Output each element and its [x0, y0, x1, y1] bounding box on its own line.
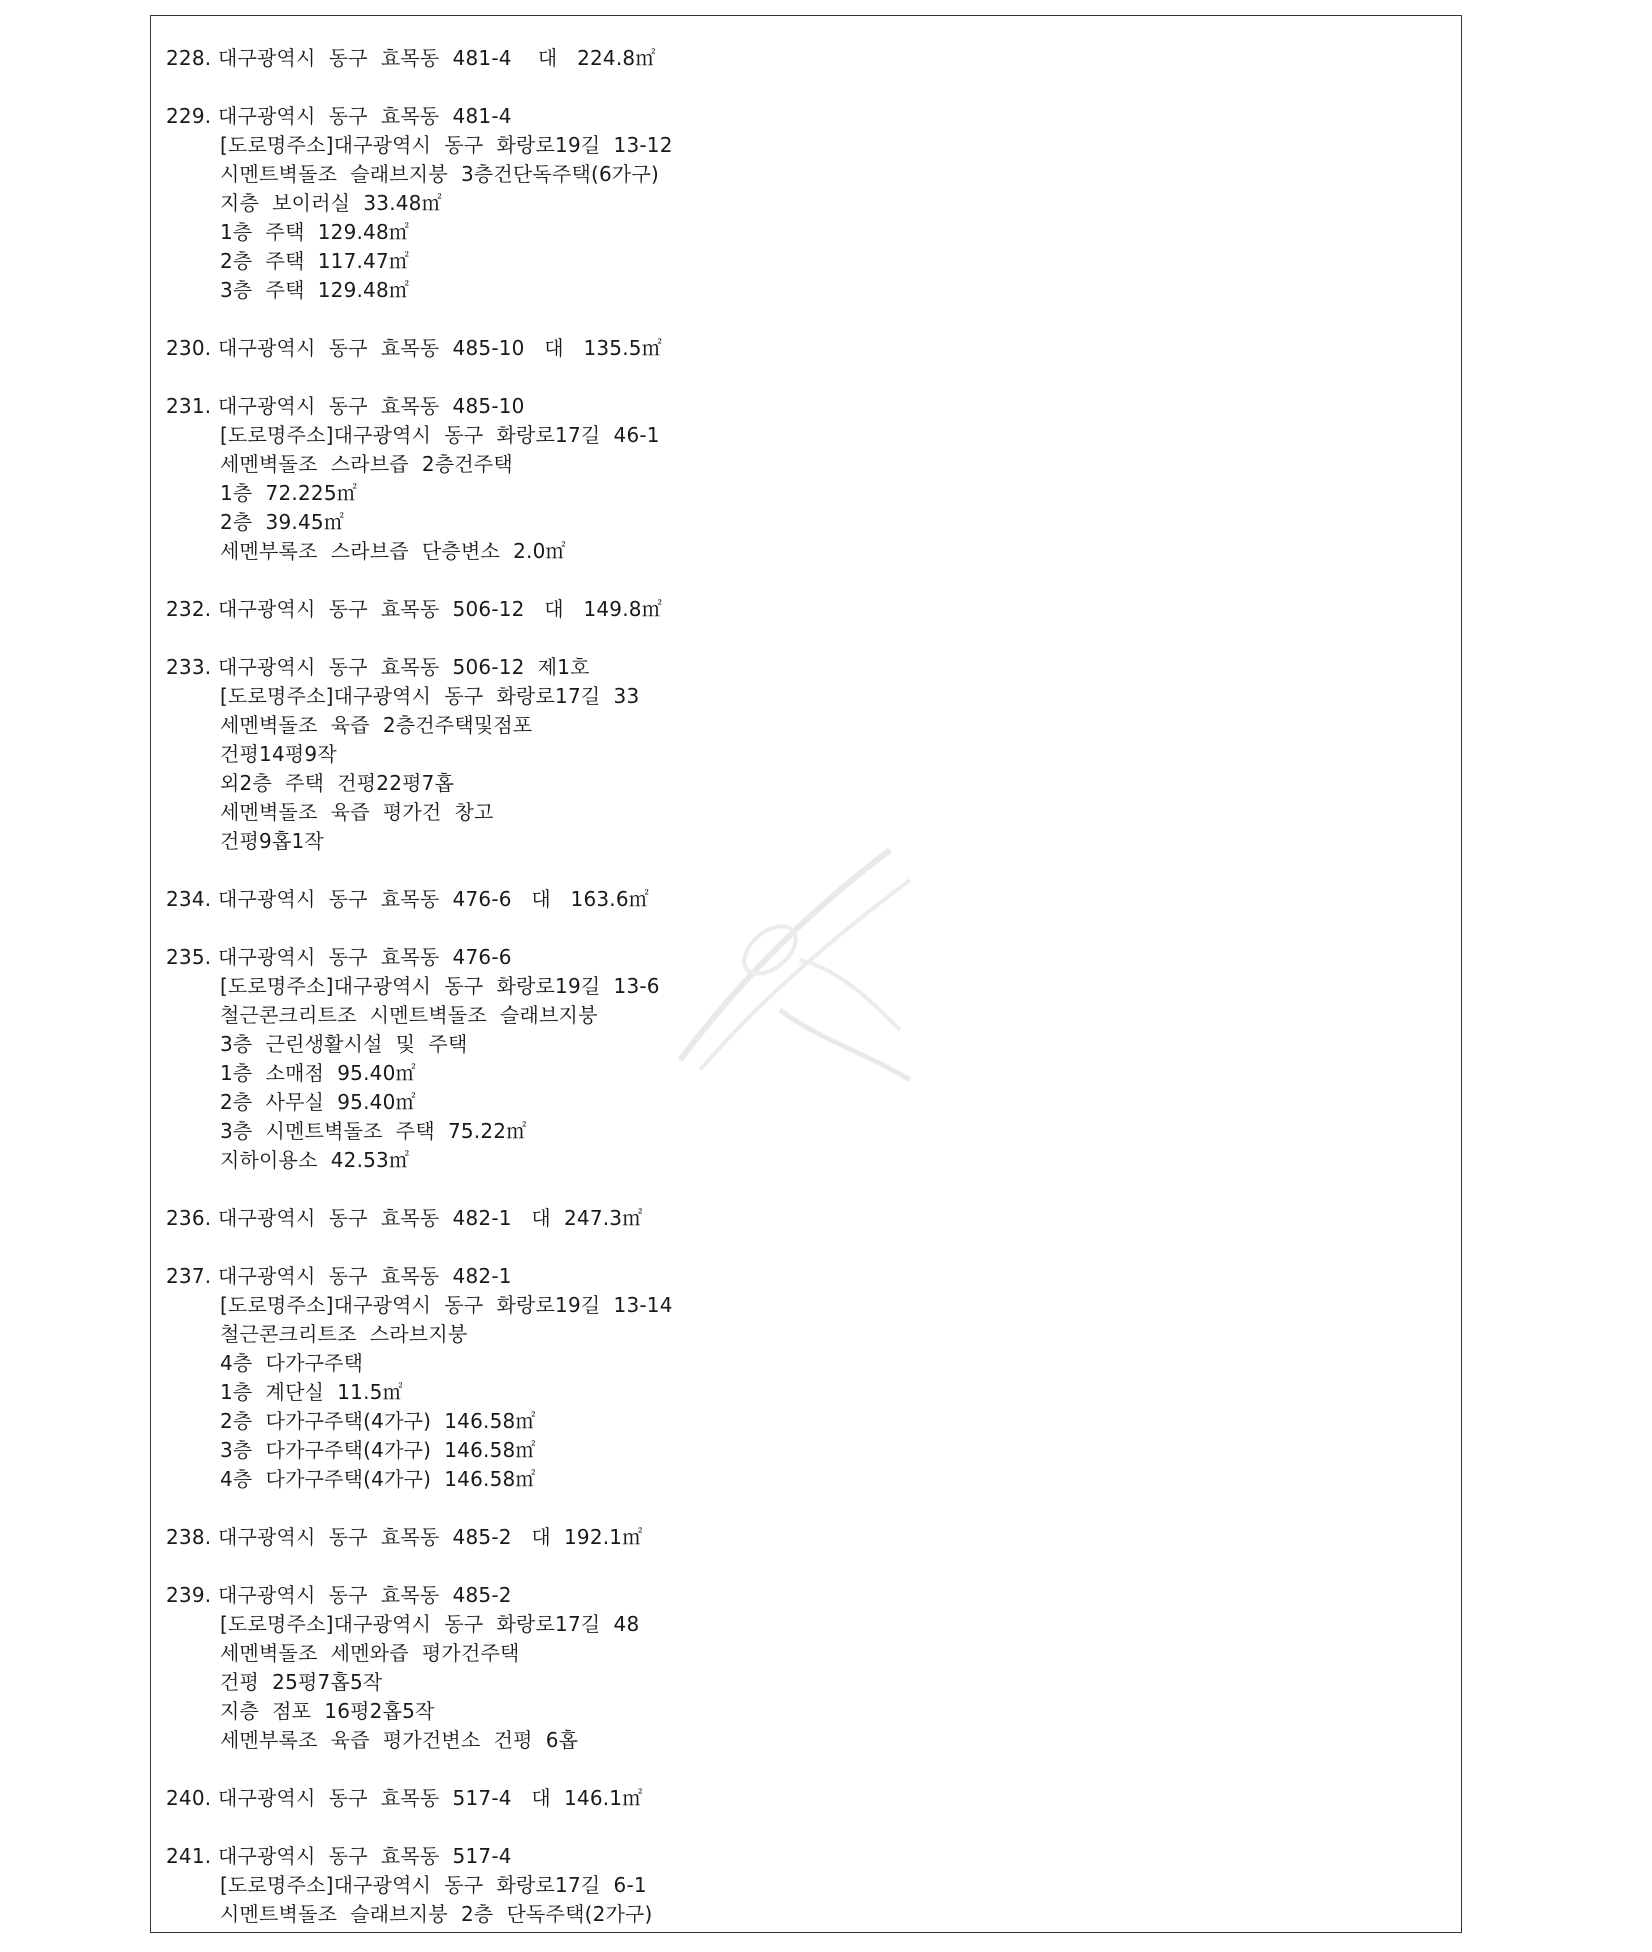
list-item: [166, 1784, 1366, 1813]
entry-detail-line: 1층 주택 129.48㎡: [220, 220, 410, 244]
entry-heading: [166, 1784, 1366, 1813]
entry-detail-line: 2층 39.45㎡: [220, 510, 345, 534]
entry-detail-line: 2층 주택 117.47㎡: [220, 249, 410, 273]
entry-detail-line: [도로명주소]대구광역시 동구 화랑로17길 48: [220, 1612, 640, 1636]
entry-address: 대구광역시 동구 효목동 481-4: [218, 104, 512, 128]
entry-number: 229.: [166, 104, 212, 128]
entry-detail-line: 2층 다가구주택(4가구) 146.58㎡: [220, 1409, 536, 1433]
entry-detail-line: 철근콘크리트조 시멘트벽돌조 슬래브지붕: [220, 1003, 598, 1027]
entry-detail-line: 1층 72.225㎡: [220, 481, 357, 505]
entry-number: 233.: [166, 655, 212, 679]
entry-detail-line: [도로명주소]대구광역시 동구 화랑로19길 13-12: [220, 133, 673, 157]
entry-detail-line: 4층 다가구주택: [220, 1351, 364, 1375]
entry-heading: [166, 1523, 1366, 1552]
entry-detail-line: 지층 보이러실 33.48㎡: [220, 191, 442, 215]
entry-detail-line: 건평14평9작: [220, 742, 337, 766]
entry-spacer: [166, 1755, 1366, 1784]
entry-heading: [166, 595, 1366, 624]
list-item: [166, 1842, 1366, 1929]
entry-detail-line: 세멘벽돌조 육즙 평가건 창고: [220, 800, 494, 824]
entry-address: 대구광역시 동구 효목동 482-1: [218, 1264, 512, 1288]
entry-detail-line: 1층 소매점 95.40㎡: [220, 1061, 416, 1085]
entry-number: 228.: [166, 46, 212, 70]
entry-heading: [166, 392, 1366, 421]
entry-detail-line: [도로명주소]대구광역시 동구 화랑로19길 13-14: [220, 1293, 673, 1317]
entry-address: 대구광역시 동구 효목동 485-10: [218, 394, 525, 418]
entry-spacer: [166, 1813, 1366, 1842]
entry-detail-line: 지층 점포 16평2홉5작: [220, 1699, 435, 1723]
entry-heading: [166, 653, 1366, 682]
entry-detail-line: 세멘벽돌조 스라브즙 2층건주택: [220, 452, 513, 476]
entry-address: 대구광역시 동구 효목동 481-4 대 224.8㎡: [218, 46, 656, 70]
list-item: [166, 334, 1366, 363]
entry-spacer: [166, 1494, 1366, 1523]
entry-spacer: [166, 305, 1366, 334]
entry-detail-line: 3층 시멘트벽돌조 주택 75.22㎡: [220, 1119, 527, 1143]
entry-detail-line: 3층 근린생활시설 및 주택: [220, 1032, 468, 1056]
entry-spacer: [166, 1233, 1366, 1262]
entry-detail-line: 3층 다가구주택(4가구) 146.58㎡: [220, 1438, 536, 1462]
list-item: [166, 44, 1366, 73]
entry-spacer: [166, 363, 1366, 392]
entry-number: 241.: [166, 1844, 212, 1868]
entry-detail-line: 철근콘크리트조 스라브지붕: [220, 1322, 468, 1346]
entry-spacer: [166, 566, 1366, 595]
entry-detail-line: 시멘트벽돌조 슬래브지붕 3층건단독주택(6가구): [220, 162, 659, 186]
entry-heading: [166, 334, 1366, 363]
list-item: [166, 1204, 1366, 1233]
entry-heading: [166, 1262, 1366, 1291]
entry-number: 230.: [166, 336, 212, 360]
entry-number: 239.: [166, 1583, 212, 1607]
entry-number: 232.: [166, 597, 212, 621]
entry-detail-line: 1층 계단실 11.5㎡: [220, 1380, 403, 1404]
entry-detail-line: 세멘부록조 육즙 평가건변소 건평 6홉: [220, 1728, 579, 1752]
entry-detail-line: 4층 다가구주택(4가구) 146.58㎡: [220, 1467, 536, 1491]
entry-spacer: [166, 624, 1366, 653]
entry-number: 238.: [166, 1525, 212, 1549]
watermark-stamp-icon: [660, 830, 930, 1090]
entry-number: 236.: [166, 1206, 212, 1230]
entry-address: 대구광역시 동구 효목동 485-2 대 192.1㎡: [218, 1525, 643, 1549]
entry-number: 231.: [166, 394, 212, 418]
entry-detail-line: [도로명주소]대구광역시 동구 화랑로17길 33: [220, 684, 640, 708]
list-item: [166, 595, 1366, 624]
entry-number: 234.: [166, 887, 212, 911]
entry-address: 대구광역시 동구 효목동 506-12 대 149.8㎡: [218, 597, 662, 621]
entry-address: 대구광역시 동구 효목동 476-6: [218, 945, 512, 969]
entry-detail-line: 세멘벽돌조 육즙 2층건주택및점포: [220, 713, 533, 737]
entry-detail-line: 지하이용소 42.53㎡: [220, 1148, 410, 1172]
entry-heading: [166, 1581, 1366, 1610]
list-item: [166, 1523, 1366, 1552]
entry-detail-line: [도로명주소]대구광역시 동구 화랑로17길 46-1: [220, 423, 660, 447]
entry-number: 235.: [166, 945, 212, 969]
entry-detail-line: 세멘부록조 스라브즙 단층변소 2.0㎡: [220, 539, 566, 563]
entry-detail-line: [도로명주소]대구광역시 동구 화랑로19길 13-6: [220, 974, 660, 998]
entry-address: 대구광역시 동구 효목동 482-1 대 247.3㎡: [218, 1206, 643, 1230]
list-item: [166, 102, 1366, 305]
list-item: [166, 653, 1366, 856]
entry-heading: [166, 1842, 1366, 1871]
entry-detail-line: [도로명주소]대구광역시 동구 화랑로17길 6-1: [220, 1873, 647, 1897]
entry-heading: [166, 102, 1366, 131]
entry-detail-line: 외2층 주택 건평22평7홉: [220, 771, 455, 795]
entry-heading: [166, 44, 1366, 73]
entry-spacer: [166, 1552, 1366, 1581]
entry-address: 대구광역시 동구 효목동 517-4 대 146.1㎡: [218, 1786, 643, 1810]
entry-address: 대구광역시 동구 효목동 485-10 대 135.5㎡: [218, 336, 662, 360]
entry-detail-line: 시멘트벽돌조 슬래브지붕 2층 단독주택(2가구): [220, 1902, 653, 1926]
entry-address: 대구광역시 동구 효목동 476-6 대 163.6㎡: [218, 887, 649, 911]
entry-spacer: [166, 1175, 1366, 1204]
entry-detail-line: 건평9홉1작: [220, 829, 324, 853]
list-item: [166, 1262, 1366, 1494]
entry-address: 대구광역시 동구 효목동 517-4: [218, 1844, 512, 1868]
entry-detail-line: 2층 사무실 95.40㎡: [220, 1090, 416, 1114]
entry-address: 대구광역시 동구 효목동 485-2: [218, 1583, 512, 1607]
list-item: [166, 1581, 1366, 1755]
list-item: [166, 392, 1366, 566]
entry-address: 대구광역시 동구 효목동 506-12 제1호: [218, 655, 590, 679]
entry-detail-line: 세멘벽돌조 세멘와즙 평가건주택: [220, 1641, 520, 1665]
entry-detail-line: 건평 25평7홉5작: [220, 1670, 383, 1694]
entry-number: 240.: [166, 1786, 212, 1810]
entry-detail-line: 3층 주택 129.48㎡: [220, 278, 410, 302]
entry-spacer: [166, 73, 1366, 102]
entry-heading: [166, 1204, 1366, 1233]
entry-number: 237.: [166, 1264, 212, 1288]
